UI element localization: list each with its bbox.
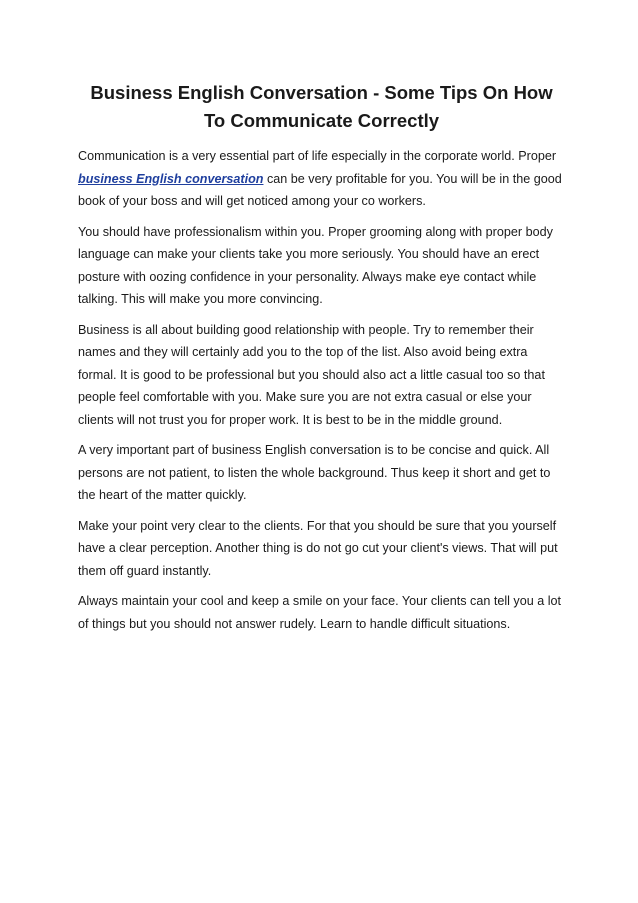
document-body — [78, 79, 565, 643]
paragraph-clarity: Make your point very clear to the clients. For that you should be sure that you yourself have a clear perception. Another thing is do not go cut your client's views. That will put them off guard instantly. — [78, 518, 558, 578]
document-title: Business English Conversation - Some Tips On How To Communicate Correctly — [90, 82, 553, 131]
paragraph-concise: A very important part of business English conversation is to be concise and quick. All persons are not patient, to listen the whole background. Thus keep it short and get to the heart of the matter quickly. — [78, 443, 551, 502]
paragraph-relationships: Business is all about building good relationship with people. Try to remember their names and they will certainly add you to the top of the list. Also avoid being extra formal. It is good to be professional but you should also act a little casual too so that people feel comfortable with you. Make sure you are not extra casual or else your clients will not trust you for proper work. It is best to be in the middle ground. — [78, 322, 545, 427]
paragraph-professionalism: You should have professionalism within you. Proper grooming along with proper body language can make your clients take you more seriously. You should have an erect posture with oozing confidence in your personality. Always make eye contact while talking. This will make you more convincing. — [78, 224, 553, 306]
paragraph-composure: Always maintain your cool and keep a smile on your face. Your clients can tell you a lot of things but you should not answer rudely. Learn to handle difficult situations. — [78, 594, 562, 631]
business-english-conversation-link[interactable]: business English conversation — [78, 171, 264, 186]
paragraph-intro-text-before: Communication is a very essential part of life especially in the corporate world. Proper — [78, 149, 557, 163]
paragraph-intro — [78, 145, 565, 213]
paragraph-intro-text-after: can be very profitable for you. You will be in the good book of your boss and will get noticed among your co workers. — [78, 171, 562, 208]
